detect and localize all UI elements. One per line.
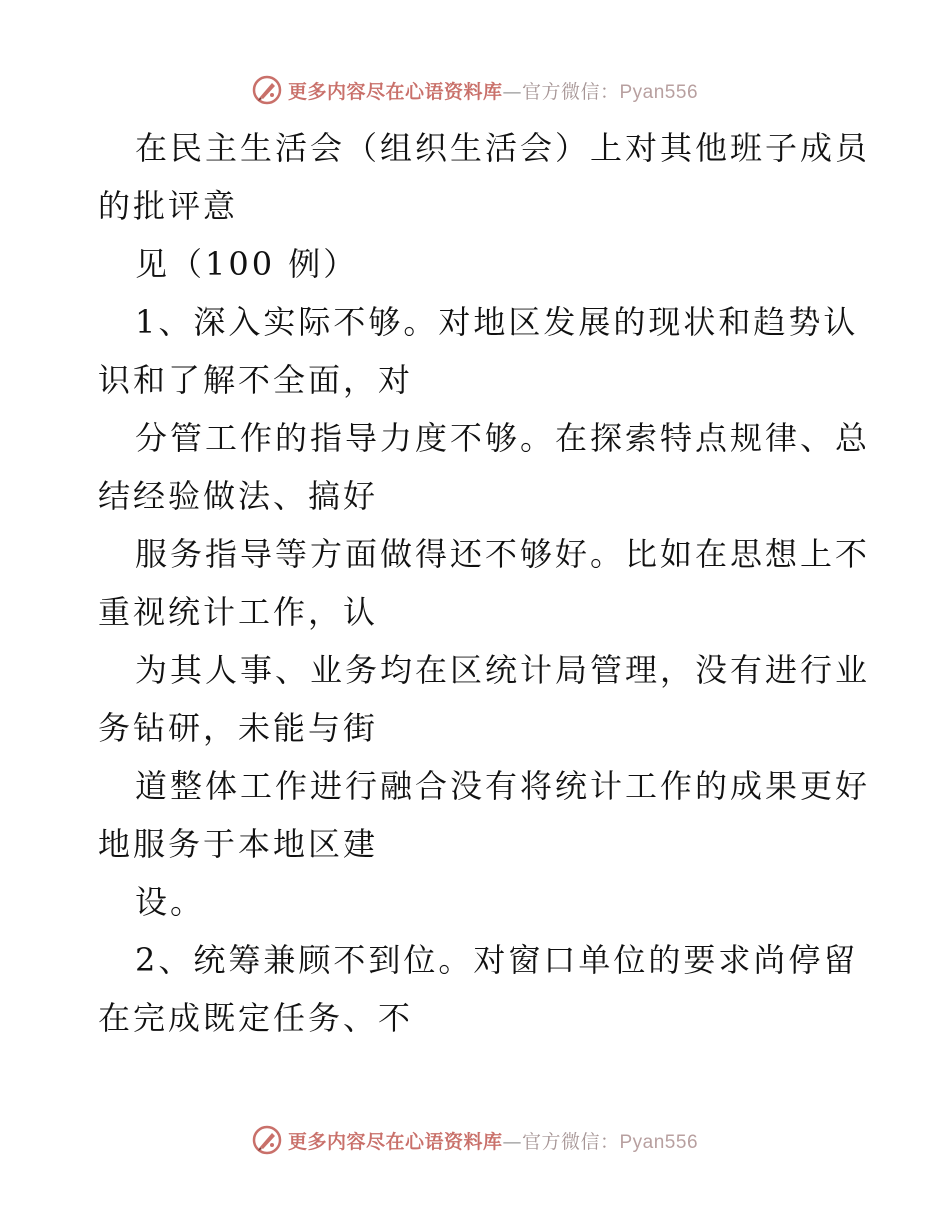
paragraph-line: 2、统筹兼顾不到位。对窗口单位的要求尚停留 [135, 941, 859, 979]
paragraph-line: 地服务于本地区建 [98, 825, 379, 863]
paragraph-line: 在完成既定任务、不 [98, 999, 414, 1037]
header-watermark [0, 70, 950, 110]
paragraph-line: 务钻研，未能与街 [98, 709, 379, 747]
paragraph-line: 重视统计工作，认 [98, 593, 379, 631]
footer-watermark [0, 1120, 950, 1160]
paragraph-line: 1、深入实际不够。对地区发展的现状和趋势认 [135, 303, 859, 341]
watermark-text: 更多内容尽在心语资料库—官方微信：Pyan556 [287, 1130, 699, 1153]
title-line-3: 见（100 例） [135, 245, 359, 283]
paragraph-line: 为其人事、业务均在区统计局管理，没有进行业 [135, 651, 871, 689]
watermark-text: 更多内容尽在心语资料库—官方微信：Pyan556 [287, 80, 699, 103]
pen-logo-icon [252, 75, 282, 105]
paragraph-line: 设。 [135, 883, 206, 921]
paragraph-line: 结经验做法、搞好 [98, 477, 379, 515]
title-line-1: 在民主生活会（组织生活会）上对其他班子成员 [135, 129, 871, 167]
title-line-2: 的批评意 [98, 187, 239, 225]
pen-logo-icon [252, 1125, 282, 1155]
paragraph-line: 道整体工作进行融合没有将统计工作的成果更好 [135, 767, 871, 805]
paragraph-line: 识和了解不全面，对 [98, 361, 414, 399]
paragraph-line: 分管工作的指导力度不够。在探索特点规律、总 [135, 419, 871, 457]
paragraph-line: 服务指导等方面做得还不够好。比如在思想上不 [135, 535, 871, 573]
